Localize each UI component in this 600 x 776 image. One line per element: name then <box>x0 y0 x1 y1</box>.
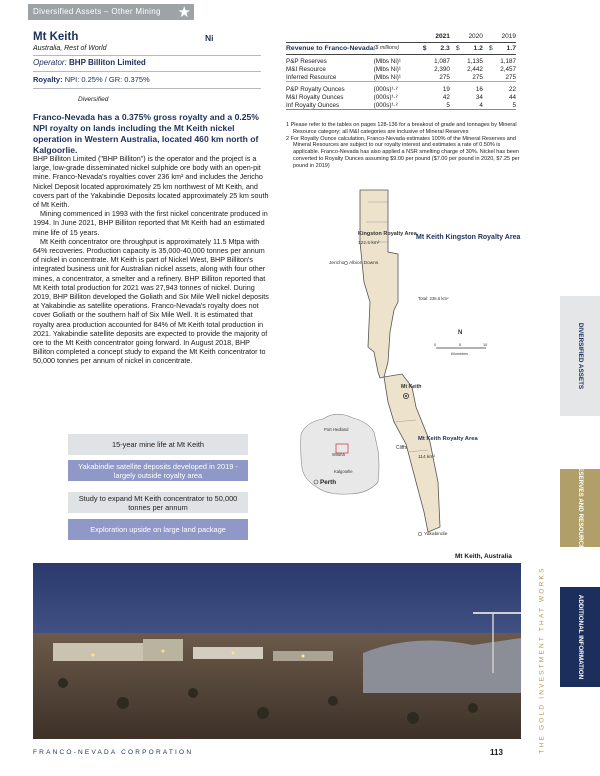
revenue-row <box>286 42 516 54</box>
table-row: P&P Royalty Ounces (000s)¹·² 19 16 22 <box>286 85 516 93</box>
table-row: Inf Royalty Ounces (000s)¹·² 5 4 5 <box>286 101 516 109</box>
operator-line <box>33 58 146 67</box>
operator-value: BHP Billiton Limited <box>69 58 146 67</box>
section-header <box>28 4 194 20</box>
currency-symbol: $ <box>422 44 427 52</box>
body-paragraph: Mt Keith concentrator ore throughput is approximately 11.5 Mtpa with 64% recoveries. Production capacity is 35,000-40,000 tonnes per annum of nickel in concentrate. Mt Keith is part of Nickel West, BHP Billiton's integrated business unit for Australian nickel assets, along with four other mines, a concentrator, a smelter and a refinery. BHP Billiton reported that Mt Keith total production for 2021 was 27,943 tonnes of nickel. During 2019, BHP Billiton developed the Goliath and Six Mile Well nickel deposits at Yakabindie as satellite operations. Franco-Nevada's royalty does not cover Goliath or the southern half of Six Mile Well. It is estimated that royalty area production accounted for 84% of Mt Keith total production in 2021. Yakabindie satellite deposits are expected to provide the majority of ore to the Mt Keith concentrator going forward. In August 2018, BHP Billiton completed a concept study to expand the Mt Keith concentrator to 50,000 tonnes per annum of nickel in concentrate. <box>33 236 269 366</box>
svg-text:10: 10 <box>483 343 488 347</box>
operator-label: Operator: <box>33 58 67 67</box>
table-row: M&I Royalty Ounces (000s)¹·² 42 34 44 <box>286 93 516 101</box>
svg-text:5: 5 <box>459 343 462 347</box>
tab-additional-information[interactable] <box>560 587 600 687</box>
tagline-vertical <box>537 560 547 760</box>
footnote: 1 Please refer to the tables on pages 128-136 for a breakout of grade and tonnages by Mineral Resource category; all M&I categories are inclusive of Mineral Reserves <box>286 122 517 135</box>
perth-label: Perth <box>320 479 337 486</box>
jericho-label: Jericho <box>329 261 345 266</box>
legend-total: Total: 236.5 km² <box>418 296 449 301</box>
reserves-table <box>286 31 516 110</box>
scale-unit: Kilometres <box>451 352 468 356</box>
callout-yakabindie: Yakabindie satellite deposits developed in 2019 - largely outside royalty area <box>68 460 248 481</box>
revenue-2019: $ 1.7 <box>483 42 516 54</box>
year-2019: 2019 <box>501 32 516 40</box>
section-title: Diversified Assets – Other Mining <box>33 7 161 16</box>
revenue-2021: $ 2.3 <box>417 42 450 54</box>
revenue-label: Revenue to Franco-Nevada <box>286 42 374 54</box>
north-arrow-icon: N <box>458 330 463 336</box>
currency-symbol: $ <box>455 44 460 52</box>
lead-paragraph: Franco-Nevada has a 0.375% gross royalty and a 0.25% NPI royalty on lands including the Mt Keith nickel operation in Western Australia, located 460 km north of Kalgoorlie. <box>33 112 259 155</box>
tab-diversified-assets[interactable] <box>560 296 600 416</box>
tab-label: RESERVES AND RESOURCES <box>576 462 584 554</box>
royalty-line <box>33 75 150 84</box>
mt-keith-label: Mt Keith <box>401 384 422 390</box>
kingston-label: Kingston Royalty Area <box>358 231 417 237</box>
table-row: Inferred Resource (Mlbs Ni)¹ 275 275 275 <box>286 73 516 81</box>
royalty-area-map <box>298 182 530 540</box>
table-row: M&I Resource (Mlbs Ni)¹ 2,390 2,442 2,457 <box>286 65 516 73</box>
tagline: THE GOLD INVESTMENT THAT WORKS <box>538 566 546 754</box>
australia-inset-map <box>301 414 379 494</box>
callout-exploration: Exploration upside on large land package <box>68 519 248 540</box>
body-paragraph: BHP Billiton Limited ("BHP Billiton") is the operator and the project is a large, low-grade disseminated nickel sulphide ore body with an open-pit mine. Franco-Nevada's royalties cover 236 km² and includes the Jericho Nickel Deposit located approximately 25 km northwest of Mt Keith, and covers part of the Yakabindie Deposits located approximately 25 km south of Mt Keith. <box>33 154 269 210</box>
table-row: P&P Reserves (Mlbs Ni)¹ 1,087 1,135 1,187 <box>286 57 516 65</box>
year-2021: 2021 <box>435 32 450 40</box>
divider <box>33 88 261 89</box>
asset-metal: Ni <box>205 33 214 43</box>
table-header-row <box>286 31 516 42</box>
kingston-area-label: 122.5 km² <box>358 241 380 246</box>
svg-text:0: 0 <box>434 343 437 347</box>
tab-label: ADDITIONAL INFORMATION <box>576 594 584 680</box>
currency-symbol: $ <box>488 44 493 52</box>
mt-keith-area-size: 114 km² <box>418 455 435 460</box>
royalty-label: Royalty: <box>33 75 63 84</box>
port-hedland-label: Port Hedland <box>324 427 349 432</box>
year-2020: 2020 <box>468 32 483 40</box>
map-caption: Mt Keith, Australia <box>455 553 512 560</box>
star-icon: ★ <box>177 4 191 21</box>
mt-keith-area-title: Mt Keith Royalty Area <box>418 436 478 442</box>
page-number: 113 <box>490 748 503 757</box>
royalty-value: NPI: 0.25% / GR: 0.375% <box>64 75 150 84</box>
callout-mine-life: 15-year mine life at Mt Keith <box>68 434 248 455</box>
legend-title: Mt Keith Kingston Royalty Area <box>416 234 521 241</box>
kalgoorlie-label: Kalgoorlie <box>334 469 353 474</box>
footnotes <box>286 122 522 170</box>
revenue-2020: $ 1.2 <box>450 42 483 54</box>
revenue-unit: ($ millions) <box>374 42 417 54</box>
callout-expansion-study: Study to expand Mt Keith concentrator to 50,000 tonnes per annum <box>68 492 248 513</box>
category-label: Diversified <box>78 96 109 103</box>
mine-site-photo <box>33 563 521 739</box>
body-paragraph: Mining commenced in 1993 with the first nickel concentrate produced in 1994. In June 2021, BHP Billiton reported that Mt Keith had an estimated mine life of 15 years. <box>33 209 268 237</box>
asset-location: Australia, Rest of World <box>33 45 107 52</box>
asset-name: Mt Keith <box>33 31 79 43</box>
tab-reserves-and-resources[interactable] <box>560 462 600 554</box>
yakabindie-label: Yakabindie <box>424 532 448 537</box>
cliffs-label: Cliffs <box>396 445 408 451</box>
body-text <box>33 154 269 366</box>
tab-label: DIVERSIFIED ASSETS <box>576 322 584 390</box>
footer-company: FRANCO-NEVADA CORPORATION <box>33 749 194 756</box>
wiluna-label: Wiluna <box>332 452 345 457</box>
divider <box>33 55 261 56</box>
divider <box>33 71 261 72</box>
albion-downs-label: Albion Downs <box>349 261 379 266</box>
footnote: 2 For Royalty Ounce calculation, Franco-Nevada estimates 100% of the Mineral Reserves and Mineral Resources are subject to our royalty interest and estimates a rate of 0.50% is applicable. Franco-Nevada has also applied a NSR smelting charge of 30%. Nickel has been converted to Royalty Ounces assuming $9.00 per pound ($7.00 per pound in 2020, $7.25 per pound in 2019) <box>286 135 520 169</box>
